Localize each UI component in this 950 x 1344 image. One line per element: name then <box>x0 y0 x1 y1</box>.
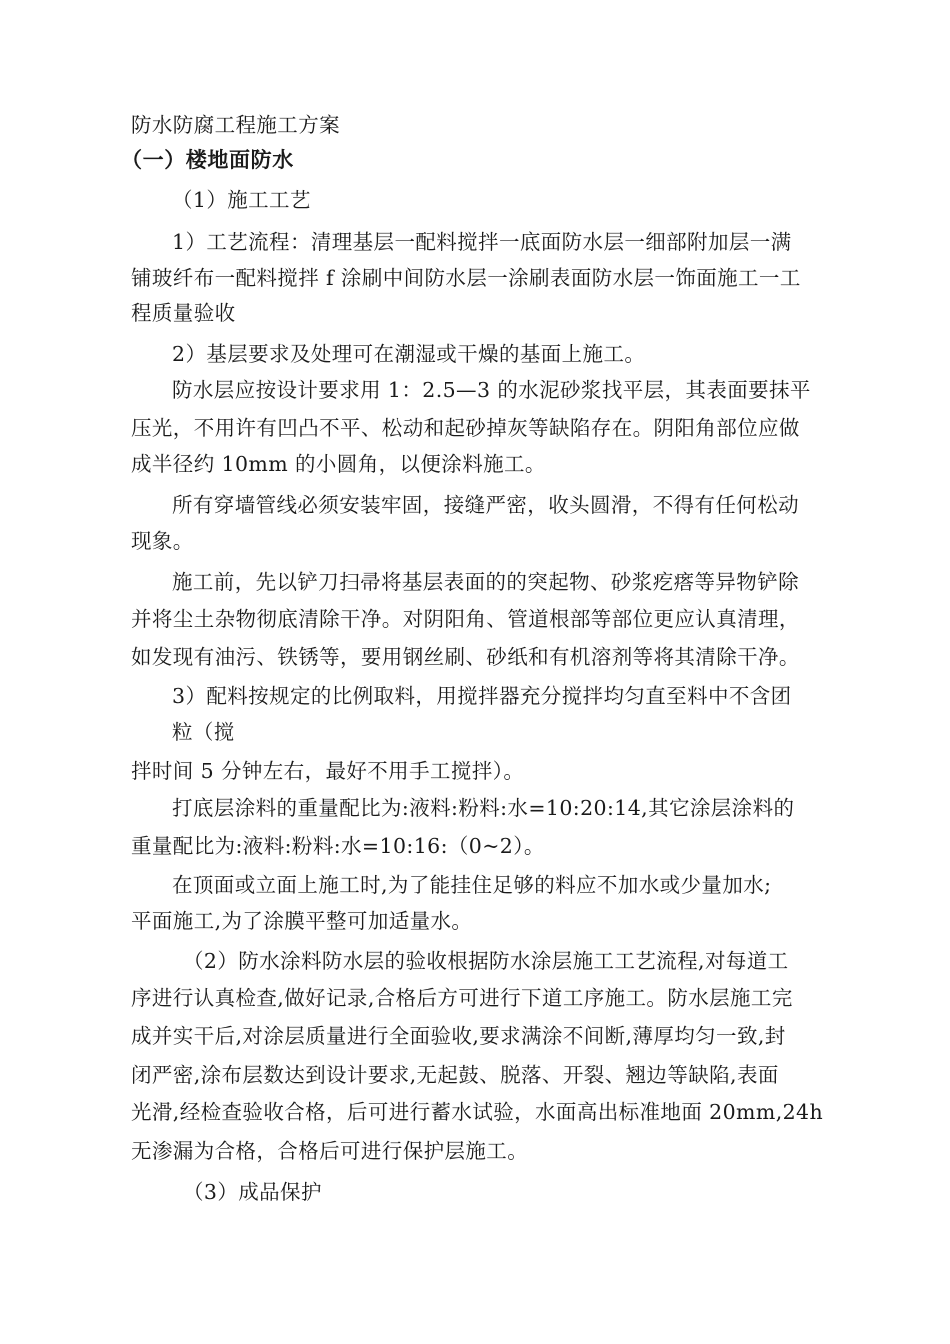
text-line: 所有穿墙管线必须安装牢固，接缝严密，收头圆滑，不得有任何松动 <box>172 493 799 517</box>
text-line: 光滑,经检查验收合格，后可进行蓄水试验，水面高出标准地面 20mm,24h <box>131 1100 824 1124</box>
text-line: 拌时间 5 分钟左右，最好不用手工搅拌）。 <box>131 759 525 783</box>
text-line: 铺玻纤布一配料搅拌 f 涂刷中间防水层一涂刷表面防水层一饰面施工一工 <box>131 266 801 290</box>
text-line: 平面施工,为了涂膜平整可加适量水。 <box>131 909 473 933</box>
text-line: 现象。 <box>131 529 194 553</box>
text-line: 闭严密,涂布层数达到设计要求,无起鼓、脱落、开裂、翘边等缺陷,表面 <box>131 1063 779 1087</box>
text-line: 成并实干后,对涂层质量进行全面验收,要求满涂不间断,薄厚均匀一致,封 <box>131 1024 786 1048</box>
text-line: 无渗漏为合格，合格后可进行保护层施工。 <box>131 1139 529 1163</box>
section-heading: （一）楼地面防水 <box>121 148 294 172</box>
text-line: 1）工艺流程：清理基层一配料搅拌一底面防水层一细部附加层一满 <box>172 230 792 254</box>
text-line: 如发现有油污、铁锈等，要用钢丝刷、砂纸和有机溶剂等将其清除干净。 <box>131 645 800 669</box>
text-line: 防水层应按设计要求用 1：2.5—3 的水泥砂浆找平层，其表面要抹平 <box>172 378 811 402</box>
document-title: 防水防腐工程施工方案 <box>131 113 340 137</box>
text-line: 压光，不用许有凹凸不平、松动和起砂掉灰等缺陷存在。阴阳角部位应做 <box>131 416 800 440</box>
text-line: 并将尘土杂物彻底清除干净。对阴阳角、管道根部等部位更应认真清理， <box>131 607 800 631</box>
text-line: （3）成品保护 <box>183 1180 322 1204</box>
text-line: 程质量验收 <box>131 301 236 325</box>
text-line: （1）施工工艺 <box>172 188 311 212</box>
text-line: 序进行认真检查,做好记录,合格后方可进行下道工序施工。防水层施工完 <box>131 986 793 1010</box>
text-line: 3）配料按规定的比例取料，用搅拌器充分搅拌均匀直至料中不含团 <box>172 684 792 708</box>
text-line: 打底层涂料的重量配比为:液料:粉料:水=10:20:14,其它涂层涂料的 <box>172 796 795 820</box>
text-line: 重量配比为:液料:粉料:水=10:16:（0~2）。 <box>131 834 545 858</box>
text-line: 成半径约 10mm 的小圆角，以便涂料施工。 <box>131 452 546 476</box>
text-line: （2）防水涂料防水层的验收根据防水涂层施工工艺流程,对每道工 <box>183 949 789 973</box>
text-line: 施工前，先以铲刀扫帚将基层表面的的突起物、砂浆疙瘩等异物铲除 <box>172 570 799 594</box>
text-line: 粒（搅 <box>172 720 235 744</box>
text-line: 2）基层要求及处理可在潮湿或干燥的基面上施工。 <box>172 342 646 366</box>
text-line: 在顶面或立面上施工时,为了能挂住足够的料应不加水或少量加水; <box>172 873 772 897</box>
